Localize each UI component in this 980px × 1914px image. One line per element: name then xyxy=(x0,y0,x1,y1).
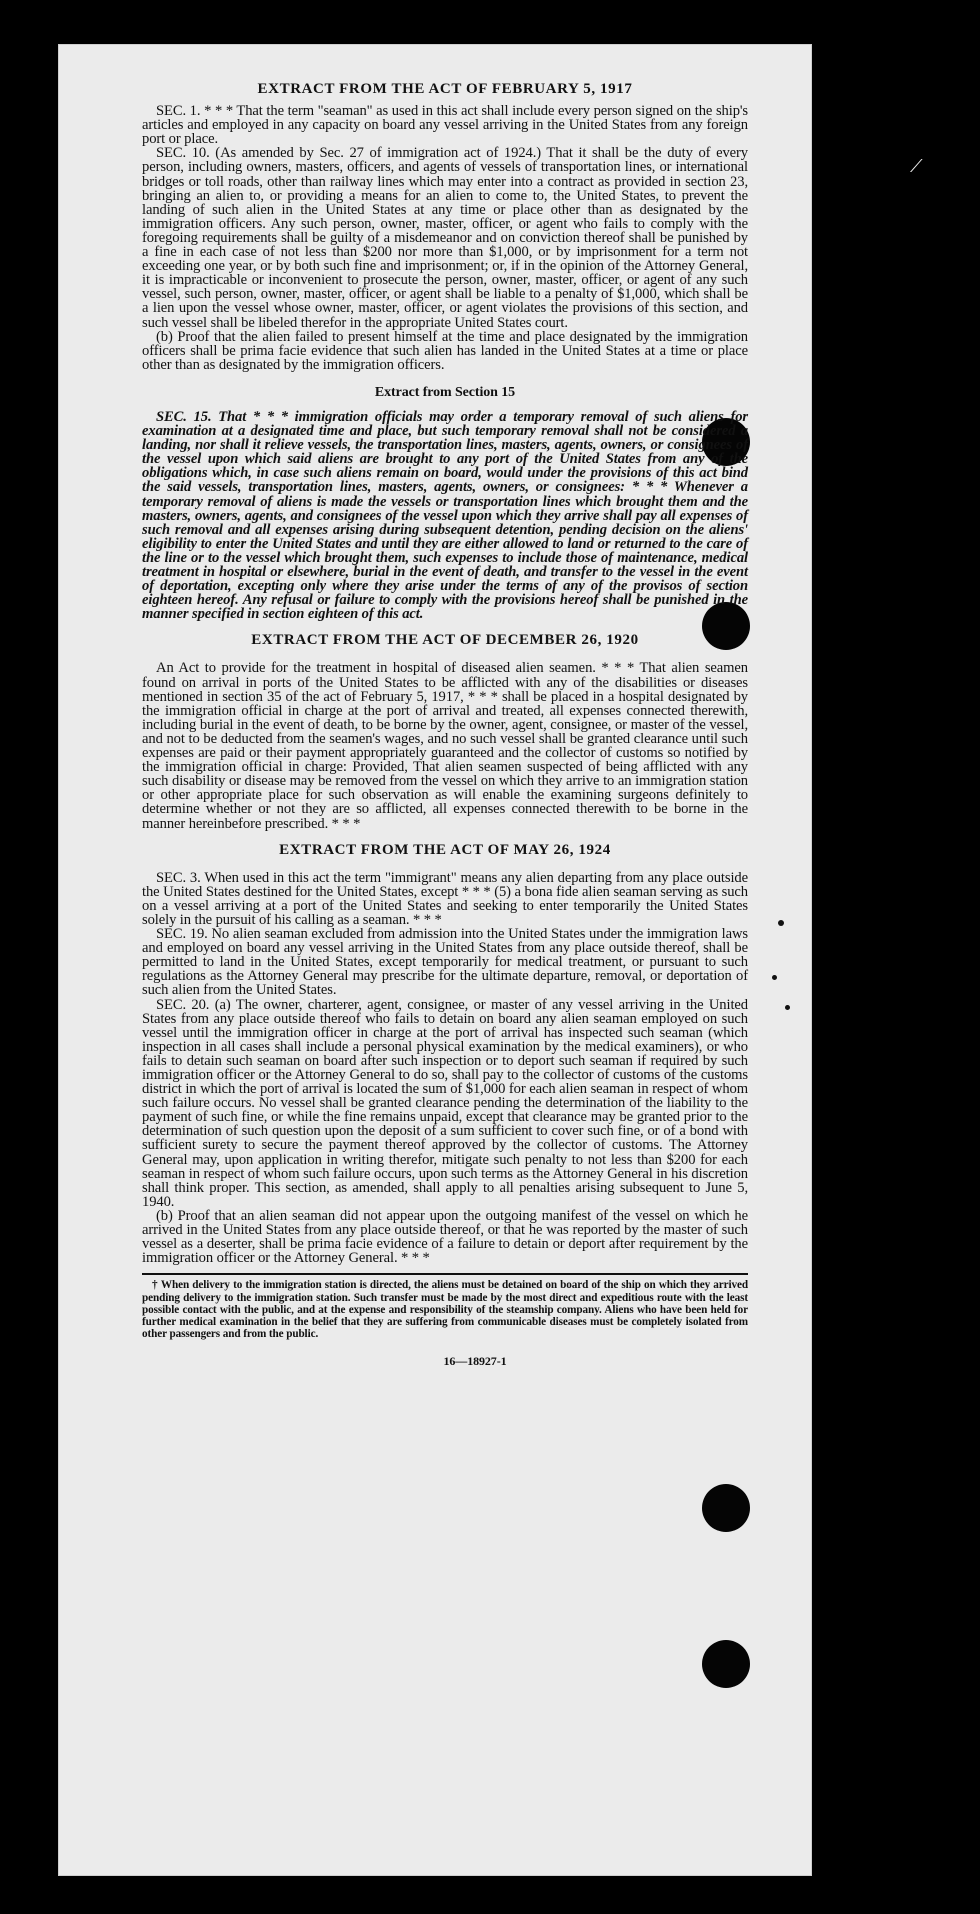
punch-hole-3 xyxy=(702,1484,750,1532)
footnote xyxy=(142,1273,748,1340)
paragraph: An Act to provide for the treatment in hospital of diseased alien seamen. * * * That alien seamen found on arrival in ports of the United States to be afflicted with any of the disabilities or diseases mentioned in section 35 of the act of February 5, 1917, * * * shall be placed in a hospital designated by the immigration official in charge at the port of arrival and treated, all expenses connected therewith, including burial in the event of death, to be borne by the owner, agent, consignee, or master of the vessel, and not to be deducted from the seamen's wages, and no such vessel shall be granted clearance until such expenses are paid or their payment appropriately guaranteed and the collector of customs so notified by the immigration official in charge: Provided, That alien seamen suspected of being afflicted with any such disability or disease may be removed from the vessel on which they arrive to an immigration station or other appropriate place for such observation as will enable the examining surgeons definitely to determine whether or not they are so afflicted, all expenses connected therewith to be borne in the manner hereinbefore prescribed. * * * xyxy=(142,660,748,832)
paragraph: SEC. 3. When used in this act the term "immigrant" means any alien departing from any place outside the United States destined for the United States, except * * * (5) a bona fide alien seaman serving as such on a vessel arriving at a port of the United States and seeking to enter temporarily the United States solely in the pursuit of his calling as a seaman. * * * xyxy=(142,869,748,928)
paragraph: SEC. 19. No alien seaman excluded from admission into the United States under the immigration laws and employed on board any vessel arriving in the United States from any place outside thereof, shall be permitted to land in the United States, except temporarily for medical treatment, or pursuant to such regulations as the Attorney General may prescribe for the ultimate departure, removal, or deportation of such alien from the United States. xyxy=(142,926,748,999)
section-subheading: Extract from Section 15 xyxy=(374,384,516,400)
speck xyxy=(778,920,784,926)
paragraph: SEC. 20. (a) The owner, charterer, agent, consignee, or master of any vessel arriving in the United States from any place outside thereof who fails to detain on board any alien seaman employed on such vessel until the immigration officer in charge at the port of arrival has inspected such seaman (which inspection in all cases shall include a personal physical examination by the medical examiners), or who fails to detain such seaman on board after such inspection or to deport such seaman if required by such immigration officer or the Attorney General to do so, shall pay to the collector of customs of the customs district in which the port of arrival is located the sum of $1,000 for each alien seaman in respect of whom such failure occurs. No vessel shall be granted clearance pending the determination of the liability to the payment of such fine, or while the fine remains unpaid, except that clearance may be granted prior to the determination of such question upon the deposit of a sum sufficient to cover such fine, or of a bond with sufficient surety to secure the payment thereof approved by the collector of customs. The Attorney General may, upon application in writing therefor, mitigate such penalty to not less than $200 for each seaman in respect of whom such failure occurs, upon such terms as the Attorney General in his discretion shall think proper. This section, as amended, shall apply to all penalties arising subsequent to June 5, 1940. xyxy=(142,996,748,1210)
section-heading: EXTRACT FROM THE ACT OF FEBRUARY 5, 1917 xyxy=(257,81,633,97)
speck xyxy=(785,1005,790,1010)
italic-section xyxy=(142,410,748,621)
footnote-text: † When delivery to the immigration station is directed, the aliens must be detained on board of the ship on which they arrived pending delivery to the immigration station. Such transfer must be made by the most direct and expeditious route with the least possible contact with the public, and at the expense and responsibility of the steamship company. Aliens who have been held for further medical examination in the belief that they are suffering from communicable diseases must be completely isolated from other passengers and from the public. xyxy=(142,1279,748,1341)
section-heading: EXTRACT FROM THE ACT OF MAY 26, 1924 xyxy=(279,841,611,858)
punch-hole-4 xyxy=(702,1640,750,1688)
scan-artifact: ⟋ xyxy=(910,156,923,177)
paragraph: SEC. 1. * * * That the term "seaman" as used in this act shall include every person signed on the ship's articles and employed in any capacity on board any vessel arriving in the United States from any foreign port or place. xyxy=(142,103,748,148)
file-number: 16—18927-1 xyxy=(443,1354,507,1369)
paragraph: SEC. 10. (As amended by Sec. 27 of immigration act of 1924.) That it shall be the duty of every person, including owners, masters, officers, and agents of vessels of transportation lines, or international bridges or toll roads, other than railway lines which may enter into a contract as provided in section 23, bringing an alien to, or providing a means for an alien to come to, the United States, to prevent the landing of such alien in the United States at any time or place other than as designated by the immigration officers. Any such person, owner, master, officer, or agent who fails to comply with the foregoing requirements shall be guilty of a misdemeanor and on conviction thereof shall be punished by a fine in each case of not less than $200 nor more than $1,000, or by imprisonment for a term not exceeding one year, or by both such fine and imprisonment; or, if in the opinion of the Attorney General, it is impracticable or inconvenient to prosecute the person, owner, master, officer, or agent of any such vessel, such person, owner, master, officer, or agent shall be liable to a penalty of $1,000, which shall be a lien upon the vessel whose owner, master, officer, or agent violates the provisions of this section, and such vessel shall be libeled therefor in the appropriate United States court. xyxy=(142,145,748,331)
document-body xyxy=(142,82,748,1368)
paragraph: (b) Proof that an alien seaman did not appear upon the outgoing manifest of the vessel on which he arrived in the United States from any place outside thereof, or that he was reported by the master of such vessel as a deserter, shall be prima facie evidence of a failure to detain or deport after requirement by the immigration officer or the Attorney General. * * * xyxy=(142,1207,748,1267)
paragraph: SEC. 15. That * * * immigration officials may order a temporary removal of such aliens for examination at a designated time and place, but such temporary removal shall not be considered a landing, nor shall it relieve vessels, the transportation lines, masters, agents, owners, or consignees of the vessel upon which said aliens are brought to any port of the United States from any of the obligations which, in case such aliens remain on board, would under the provisions of this act bind the said vessels, transportation lines, masters, agents, owners, or consignees: * * * Whenever a temporary removal of aliens is made the vessels or transportation lines which brought them and the masters, owners, agents, and consignees of the vessel upon which they arrive shall pay all expenses of such removal and all expenses arising during subsequent detention, pending decision on the aliens' eligibility to enter the United States and until they are either allowed to land or returned to the care of the line or to the vessel which brought them, such expenses to include those of maintenance, medical treatment in hospital or elsewhere, burial in the event of death, and transfer to the vessel in the event of deportation, excepting only where they arise under the terms of any of the provisos of section eighteen hereof. Any refusal or failure to comply with the provisions hereof shall be punished in the manner specified in section eighteen of this act. xyxy=(142,408,748,623)
paragraph: (b) Proof that the alien failed to present himself at the time and place designated by the immigration officers shall be prima facie evidence that such alien has landed in the United States at a time or place other than as designated by the immigration officers. xyxy=(142,328,748,373)
speck xyxy=(772,975,777,980)
section-heading: EXTRACT FROM THE ACT OF DECEMBER 26, 1920 xyxy=(251,632,639,649)
